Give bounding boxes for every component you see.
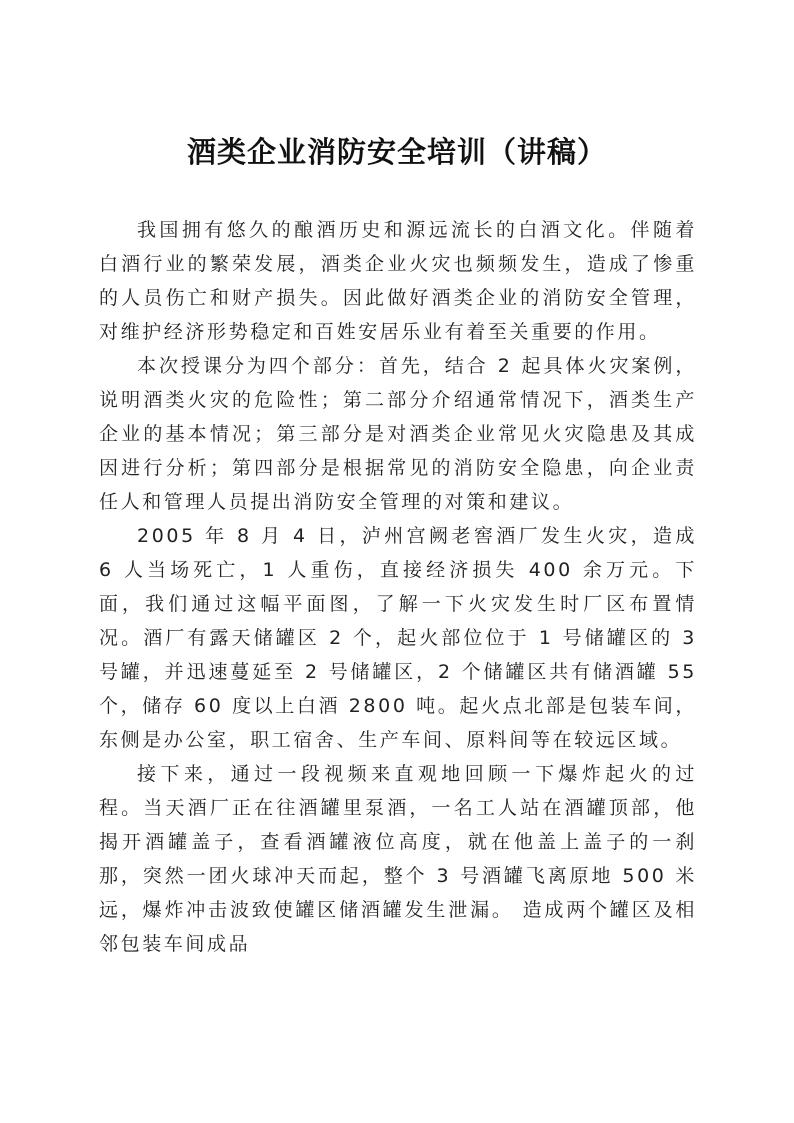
document-title: 酒类企业消防安全培训（讲稿） [186, 135, 607, 169]
paragraph-intro: 我国拥有悠久的酿酒历史和源远流长的白酒文化。伴随着白酒行业的繁荣发展，酒类企业火灾也频频发生，造成了惨重的人员伤亡和财产损失。因此做好酒类企业的消防安全管理，对维护经济形势稳定和百姓安居乐业有着至关重要的作用。 [99, 219, 697, 343]
document-body [99, 213, 697, 961]
paragraph-explosion-process: 接下来，通过一段视频来直观地回顾一下爆炸起火的过程。当天酒厂正在往酒罐里泵酒，一名工人站在酒罐顶部，他揭开酒罐盖子，查看酒罐液位高度，就在他盖上盖子的一刹那，突然一团火球冲天而起，整个 3 号酒罐飞离原地 500 米远，爆炸冲击波致使罐区储酒罐发生泄漏。 造成两个罐区及相邻包装车间成品 [99, 763, 697, 955]
paragraph-case-overview: 2005 年 8 月 4 日，泸州宫阙老窖酒厂发生火灾，造成 6 人当场死亡，1 人重伤，直接经济损失 400 余万元。下面，我们通过这幅平面图，了解一下火灾发生时厂区布置情况。酒厂有露天储罐区 2 个，起火部位位于 1 号储罐区的 3 号罐，并迅速蔓延至 2 号储罐区，2 个储罐区共有储酒罐 55 个，储存 60 度以上白酒 2800 吨。起火点北部是包装车间，东侧是办公室，职工宿舍、生产车间、原料间等在较远区域。 [99, 525, 697, 751]
paragraph-outline: 本次授课分为四个部分：首先，结合 2 起具体火灾案例，说明酒类火灾的危险性；第二部分介绍通常情况下，酒类生产企业的基本情况；第三部分是对酒类企业常见火灾隐患及其成因进行分析；第四部分是根据常见的消防安全隐患，向企业责任人和管理人员提出消防安全管理的对策和建议。 [99, 355, 697, 513]
